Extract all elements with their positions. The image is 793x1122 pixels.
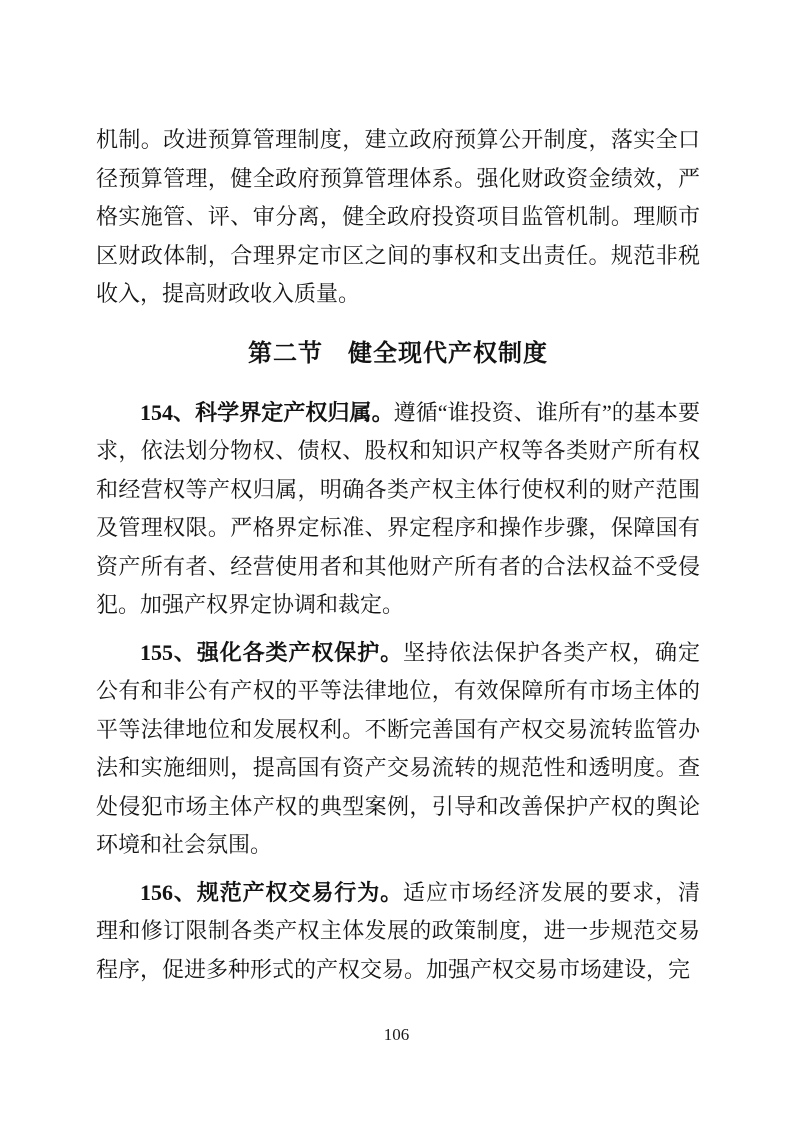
numbered-paragraph-154 <box>96 394 700 625</box>
page-number: 106 <box>383 1025 410 1044</box>
numbered-paragraph-156 <box>96 874 700 990</box>
paragraph-154-body: 遵循“谁投资、谁所有”的基本要求，依法划分物权、债权、股权和知识产权等各类财产所有权和经营权等产权归属，明确各类产权主体行使权利的财产范围及管理权限。严格界定标准、界定程序和操作步骤，保障国有资产所有者、经营使用者和其他财产所有者的合法权益不受侵犯。加强产权界定协调和裁定。 <box>96 399 700 617</box>
paragraph-156-lead: 156、规范产权交易行为。 <box>140 879 404 905</box>
numbered-paragraph-155 <box>96 634 700 865</box>
section-heading: 第二节 健全现代产权制度 <box>248 340 548 367</box>
paragraph-155-body: 坚持依法保护各类产权，确定公有和非公有产权的平等法律地位，有效保障所有市场主体的平等法律地位和发展权利。不断完善国有产权交易流转监管办法和实施细则，提高国有资产交易流转的规范性和透明度。查处侵犯市场主体产权的典型案例，引导和改善保护产权的舆论环境和社会氛围。 <box>96 639 700 857</box>
paragraph-156-body: 适应市场经济发展的要求，清理和修订限制各类产权主体发展的政策制度，进一步规范交易程序，促进多种形式的产权交易。加强产权交易市场建设，完 <box>96 879 700 982</box>
page-content <box>96 121 700 989</box>
intro-paragraph: 机制。改进预算管理制度，建立政府预算公开制度，落实全口径预算管理，健全政府预算管理体系。强化财政资金绩效，严格实施管、评、审分离，健全政府投资项目监管机制。理顺市区财政体制，合理界定市区之间的事权和支出责任。规范非税收入，提高财政收入质量。 <box>96 127 700 306</box>
paragraph-155-lead: 155、强化各类产权保护。 <box>140 639 404 665</box>
paragraph-154-lead: 154、科学界定产权归属。 <box>140 399 394 425</box>
